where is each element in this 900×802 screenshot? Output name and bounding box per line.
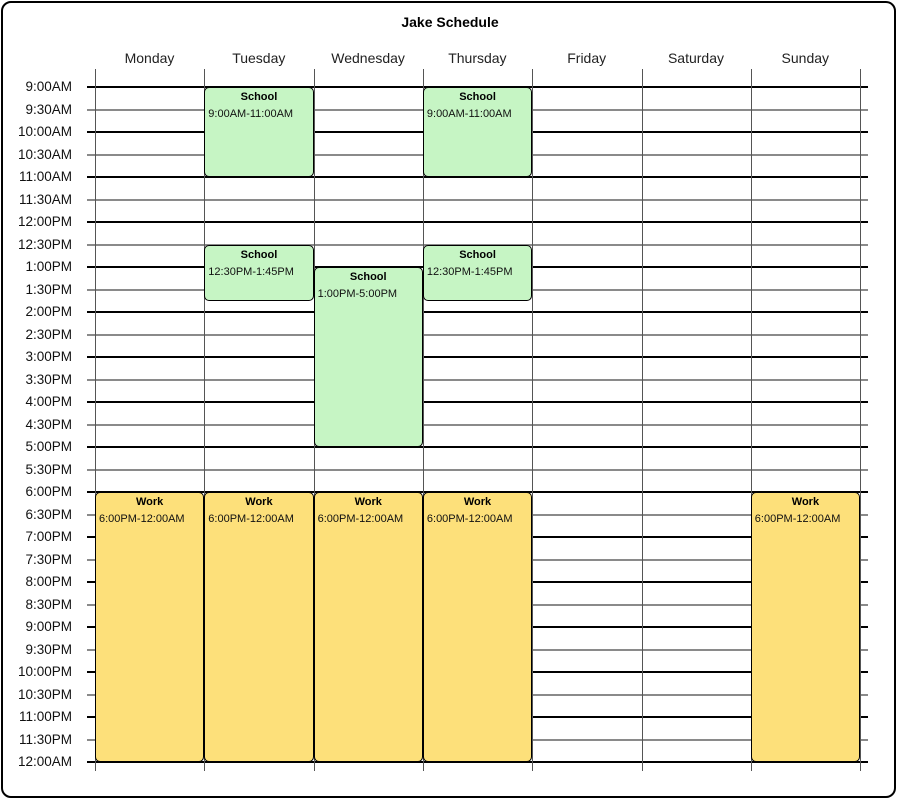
- time-label: 12:30PM: [17, 236, 72, 252]
- time-label: 12:00PM: [17, 214, 72, 229]
- day-header-tuesday: Tuesday: [232, 50, 286, 66]
- time-label: 10:00PM: [17, 664, 72, 679]
- event-title: School: [240, 91, 278, 103]
- event-title: School: [459, 248, 496, 261]
- event-time: 1:00PM-5:00PM: [317, 288, 398, 300]
- time-label: 4:00PM: [25, 394, 72, 409]
- time-label: 1:30PM: [25, 281, 72, 297]
- day-divider: [642, 69, 643, 771]
- time-label: 10:30PM: [17, 686, 72, 702]
- day-header-thursday: Thursday: [448, 50, 507, 66]
- event-title: Work: [354, 496, 382, 508]
- time-label: 5:30PM: [25, 461, 72, 477]
- event-title: School: [459, 91, 496, 103]
- time-label: 11:30PM: [18, 731, 72, 747]
- time-label: 3:30PM: [25, 371, 72, 387]
- day-header-monday: Monday: [124, 50, 175, 66]
- time-label: 4:30PM: [25, 416, 72, 432]
- event-time: 6:00PM-12:00AM: [99, 513, 185, 525]
- time-label: 3:00PM: [25, 349, 72, 364]
- event-title: Work: [791, 496, 820, 508]
- day-header-friday: Friday: [567, 50, 607, 66]
- event-title: Work: [463, 496, 492, 508]
- time-label: 11:00PM: [18, 709, 72, 724]
- school-event-block[interactable]: [423, 245, 532, 301]
- work-event-block[interactable]: [204, 492, 313, 762]
- school-event-block[interactable]: [314, 267, 423, 447]
- time-label: 11:30AM: [18, 191, 72, 207]
- time-label: 9:00PM: [25, 619, 72, 634]
- event-time: 12:30PM-1:45PM: [208, 265, 294, 278]
- time-label: 8:30PM: [25, 596, 72, 612]
- event-time: 6:00PM-12:00AM: [317, 513, 404, 525]
- time-label: 7:30PM: [25, 551, 72, 567]
- time-label: 6:30PM: [25, 506, 72, 522]
- work-event-block[interactable]: [423, 492, 532, 762]
- time-label: 10:00AM: [17, 124, 72, 139]
- day-header-saturday: Saturday: [667, 50, 725, 66]
- event-time: 6:00PM-12:00AM: [426, 513, 513, 525]
- school-event-block[interactable]: [204, 87, 313, 177]
- work-event-block[interactable]: [314, 492, 423, 762]
- school-event-block[interactable]: [423, 87, 532, 177]
- time-label: 10:30AM: [17, 146, 72, 162]
- schedule-title: Jake Schedule: [401, 14, 499, 30]
- event-title: School: [349, 271, 387, 283]
- event-time: 9:00AM-11:00AM: [208, 108, 294, 120]
- time-label: 1:00PM: [25, 259, 72, 274]
- event-title: Work: [135, 496, 164, 508]
- time-label: 8:00PM: [25, 574, 72, 589]
- time-label: 7:00PM: [25, 529, 72, 544]
- time-label: 11:00AM: [18, 169, 72, 184]
- day-divider: [860, 69, 861, 771]
- day-divider: [532, 69, 533, 771]
- day-header-wednesday: Wednesday: [331, 50, 405, 66]
- school-event-block[interactable]: [204, 245, 313, 301]
- time-label: 9:30AM: [25, 101, 72, 117]
- day-header-sunday: Sunday: [781, 50, 830, 66]
- event-time: 6:00PM-12:00AM: [208, 513, 294, 525]
- work-event-block[interactable]: [751, 492, 860, 762]
- time-label: 9:00AM: [25, 79, 72, 94]
- event-time: 9:00AM-11:00AM: [426, 108, 512, 120]
- time-label: 2:30PM: [25, 326, 72, 342]
- time-label: 12:00AM: [17, 754, 72, 769]
- time-label: 9:30PM: [25, 641, 72, 657]
- work-event-block[interactable]: [95, 492, 204, 762]
- event-time: 6:00PM-12:00AM: [754, 513, 841, 525]
- event-title: Work: [245, 496, 273, 508]
- time-label: 6:00PM: [25, 484, 72, 499]
- event-time: 12:30PM-1:45PM: [426, 265, 513, 278]
- event-title: School: [240, 248, 278, 261]
- time-label: 5:00PM: [25, 439, 72, 454]
- time-label: 2:00PM: [25, 304, 72, 319]
